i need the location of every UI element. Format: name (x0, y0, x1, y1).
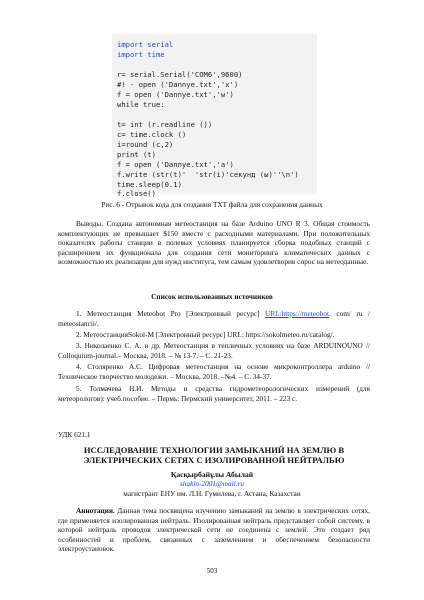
reference-text: . com/ ru / meteostancii/. (58, 309, 370, 328)
reference-item (58, 309, 370, 328)
code-line: i=round (c,2) (117, 140, 174, 149)
udk-code: УДК 621.1 (58, 430, 91, 439)
code-line: f.write (str(t)' 'str(i)'секунд (ы)''\n') (117, 170, 299, 179)
code-listing-figure (112, 34, 317, 198)
reference-item (58, 341, 370, 360)
reference-text: 2. МетеостанцияSokol-M [Электронный ресурс] URL: https://sokolmeteo.ru/catalog/. (76, 330, 335, 339)
code-line: import serial (117, 40, 174, 49)
reference-text: 4. Столяренко А.С. Цифровая метеостанция на основе микроконтроллера arduino // Техническое творчество молодежи. – Москва, 2018. –№4. – С. 34-37. (58, 362, 370, 381)
code-line: t= int (r.readline ()) (117, 120, 213, 129)
code-line: f = open ('Dannye.txt','a') (117, 160, 234, 169)
code-line: time.sleep(0.1) (117, 180, 182, 189)
code-line: import time (117, 50, 165, 59)
author-name: Қасқырбайұлы Абылай (170, 470, 254, 479)
reference-text: 5. Толмачева Н.И. Методы и средства гидрометеорологических измерений (для метеорологов): учеб.пособие. – Пермь: Пермский университет, 2011. – 223 с. (58, 384, 370, 403)
figure-caption: Рис. 6 - Отрывок кода для создания TXT файла для сохранения данных (101, 200, 323, 209)
code-line: c= time.clock () (117, 130, 187, 139)
reference-text: 1. Метеостанция Meteobot Pro [Электронный ресурс] (76, 309, 265, 318)
code-line: f = open ('Dannye.txt','w') (117, 90, 234, 99)
reference-item (58, 330, 370, 340)
reference-text: 3. Николаенко С. А. и др. Метеостанция в тепличных условиях на базе ARDUINOUNO // Colloquium-journal.– Москва, 2018. – № 13-7. – С. 21-23. (58, 341, 370, 360)
reference-link[interactable]: URL:https://meteobot (264, 309, 330, 318)
code-line: print (t) (117, 150, 156, 159)
reference-item (58, 362, 370, 381)
abstract-text: Данная тема посвящена изучению замыканий на землю в электрических сетях, где применяется изолированная нейтраль. Изолированная нейтраль представляет собой систему, в которой нейтраль проводов электрической сети не соединена с землей. Это создает ряд особенностей и проблем, связанных с заземлением и обеспечением безопасности электроустановок. (58, 506, 370, 554)
references-heading: Список использованных источников (151, 292, 273, 301)
page-number: 503 (206, 567, 218, 575)
abstract-label: Аннотация. (76, 506, 115, 515)
abstract-paragraph (58, 506, 370, 554)
code-line: f.close() (117, 189, 156, 198)
author-affiliation: магистрант ЕНУ им. Л.Н. Гумилева, г. Астана, Казахстан (123, 489, 301, 498)
conclusion-paragraph: Выводы. Создана автономная метеостанция на базе Arduino UNO R 3. Общая стоимость комплектующих не превышает $150 вместе с расходными материалами. При положительных показателях работы станции в полевых условиях планируется сборка подобных станций с расширением их функционала для создания сети мониторинга климатических данных с возможностью их реализации для нужд институга, тем самым удовлетворив спрос на метеоданные. (58, 219, 370, 267)
reference-item (58, 384, 370, 403)
code-line: #! - open ('Dannye.txt','x') (117, 80, 239, 89)
author-email-link[interactable]: shakin-2001@mail.ru (179, 479, 245, 488)
article-title: ИССЛЕДОВАНИЕ ТЕХНОЛОГИИ ЗАМЫКАНИЙ НА ЗЕМЛЮ В ЭЛЕКТРИЧЕСКИХ СЕТЯХ С ИЗОЛИРОВАННОЙ НЕЙТРАЛЬЮ (83, 445, 345, 466)
code-line: while true: (117, 100, 165, 109)
code-line: r= serial.Serial('COM6',9600) (117, 70, 243, 79)
